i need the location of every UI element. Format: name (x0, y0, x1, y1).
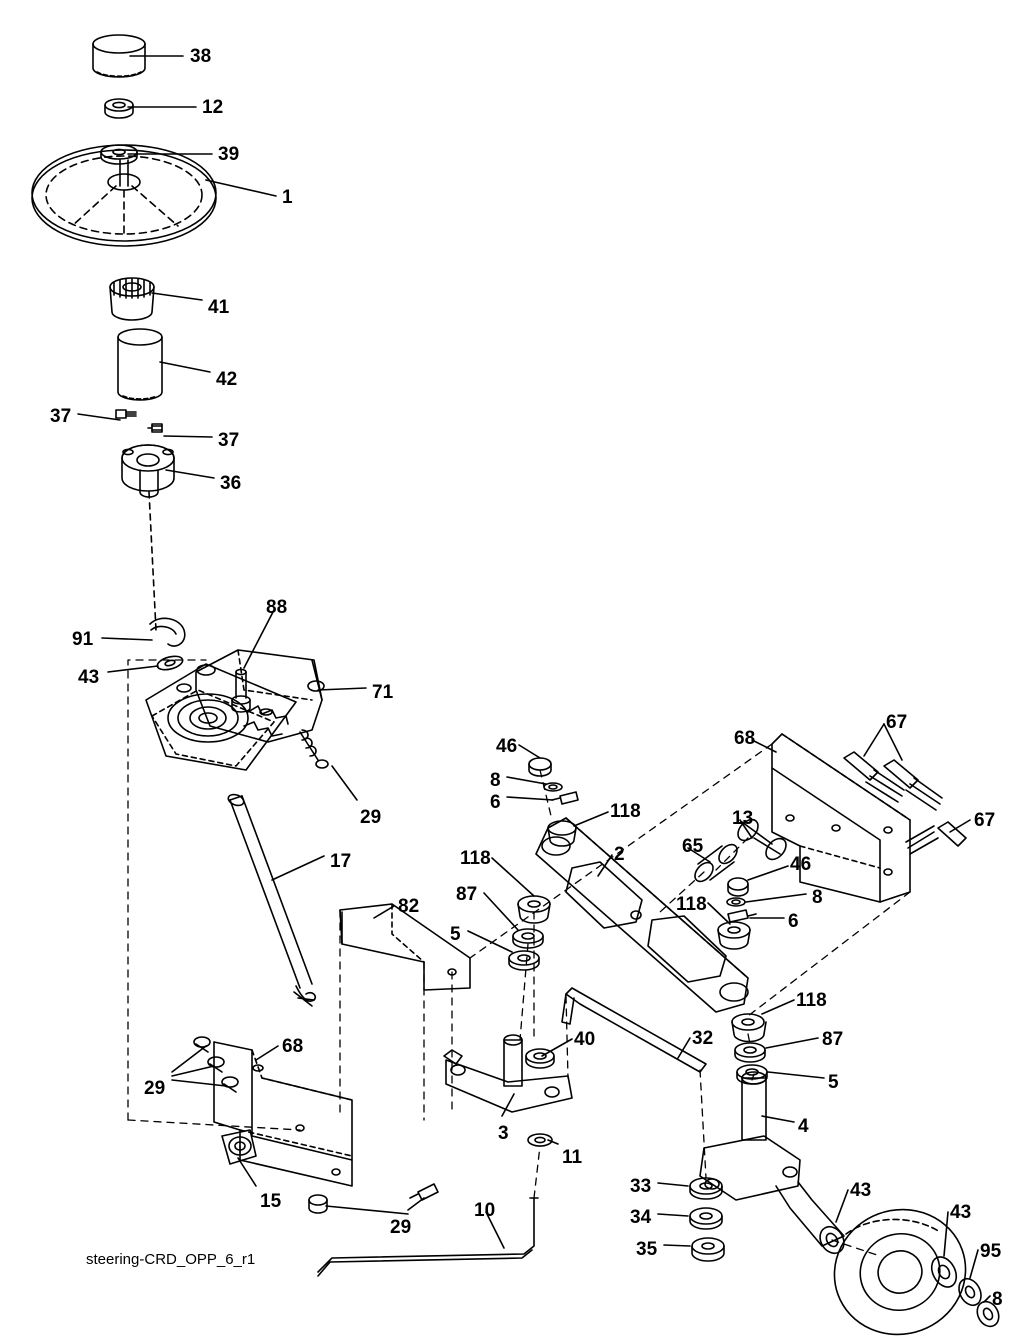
callout-label-91: 91 (72, 629, 94, 650)
callout-label-38: 38 (190, 46, 212, 67)
callout-label-17: 17 (330, 851, 352, 872)
part-68-bracket-right (772, 734, 910, 902)
callout-label-67: 67 (974, 810, 996, 831)
callout-label-118: 118 (460, 848, 491, 869)
part-6-left (552, 792, 578, 804)
part-8-right (727, 898, 745, 906)
callout-label-3: 3 (498, 1123, 509, 1144)
callout-label-37: 37 (218, 430, 240, 451)
callout-label-65: 65 (682, 836, 704, 857)
callout-label-8: 8 (812, 887, 823, 908)
part-67-bolt-3 (906, 822, 966, 854)
callout-label-29: 29 (144, 1078, 166, 1099)
callout-label-1: 1 (282, 187, 293, 208)
callout-label-68: 68 (282, 1036, 304, 1057)
part-1-steering-wheel (32, 145, 216, 246)
part-43-washer-wheel (927, 1253, 961, 1292)
part-29-spring-gear (300, 730, 328, 768)
part-34-washer (690, 1208, 722, 1229)
callout-label-11: 11 (562, 1147, 583, 1168)
part-43-washer-top (156, 654, 184, 672)
callout-label-35: 35 (636, 1239, 658, 1260)
part-37-screw-left (116, 410, 136, 418)
part-12-nut (105, 99, 133, 118)
callout-label-34: 34 (630, 1207, 652, 1228)
part-67-bolt-2 (884, 760, 942, 810)
callout-label-82: 82 (398, 896, 420, 917)
part-4-spindle-right (700, 1072, 849, 1258)
part-46-right (728, 878, 748, 896)
part-29-screws-bottom (309, 1184, 438, 1213)
callout-label-15: 15 (260, 1191, 282, 1212)
callout-label-118: 118 (676, 894, 707, 915)
part-6-right (728, 910, 756, 922)
callout-label-43: 43 (78, 667, 100, 688)
part-41-adapter (110, 278, 154, 320)
part-37-screw-right (148, 424, 162, 432)
callout-label-95: 95 (980, 1241, 1002, 1262)
callout-label-118: 118 (610, 801, 641, 822)
callout-label-41: 41 (208, 297, 230, 318)
callout-label-13: 13 (732, 808, 754, 829)
part-67-bolt-1 (844, 752, 904, 802)
callout-label-43: 43 (850, 1180, 872, 1201)
callout-label-37: 37 (50, 406, 72, 427)
part-118-left-upper (548, 821, 576, 846)
callout-label-29: 29 (360, 807, 382, 828)
callout-label-10: 10 (474, 1200, 496, 1221)
callout-label-46: 46 (790, 854, 812, 875)
callout-label-2: 2 (614, 844, 625, 865)
part-36-bushing (122, 445, 174, 497)
callout-label-40: 40 (574, 1029, 596, 1050)
callout-label-71: 71 (372, 682, 394, 703)
callout-label-88: 88 (266, 597, 288, 618)
callout-label-5: 5 (828, 1072, 839, 1093)
part-42-sleeve (118, 329, 162, 400)
callout-label-68: 68 (734, 728, 756, 749)
callout-label-6: 6 (490, 792, 501, 813)
part-3-spindle-left (444, 1035, 572, 1112)
callout-label-33: 33 (630, 1176, 652, 1197)
part-10-rod (318, 1198, 538, 1276)
callout-label-29: 29 (390, 1217, 412, 1238)
callout-label-36: 36 (220, 473, 242, 494)
callout-label-46: 46 (496, 736, 518, 757)
callout-label-5: 5 (450, 924, 461, 945)
callout-label-8: 8 (490, 770, 501, 791)
callout-label-118: 118 (796, 990, 827, 1011)
callout-label-42: 42 (216, 369, 238, 390)
part-118-right-upper (718, 922, 750, 949)
callout-label-87: 87 (456, 884, 478, 905)
callout-label-4: 4 (798, 1116, 809, 1137)
callout-label-43: 43 (950, 1202, 972, 1223)
part-91-clip (150, 618, 185, 646)
callout-label-39: 39 (218, 144, 240, 165)
part-2-front-axle (536, 818, 748, 1012)
callout-label-67: 67 (886, 712, 908, 733)
part-35-nut (692, 1238, 724, 1261)
part-17-drag-link (227, 793, 316, 1006)
callout-label-87: 87 (822, 1029, 844, 1050)
callout-label-12: 12 (202, 97, 224, 118)
callout-label-6: 6 (788, 911, 799, 932)
part-68-bracket-left (214, 1042, 352, 1186)
callout-label-8: 8 (992, 1289, 1003, 1310)
callout-label-32: 32 (692, 1028, 714, 1049)
diagram-caption: steering-CRD_OPP_6_r1 (86, 1251, 256, 1268)
part-46-left (529, 758, 551, 776)
part-87-right (735, 1043, 765, 1062)
